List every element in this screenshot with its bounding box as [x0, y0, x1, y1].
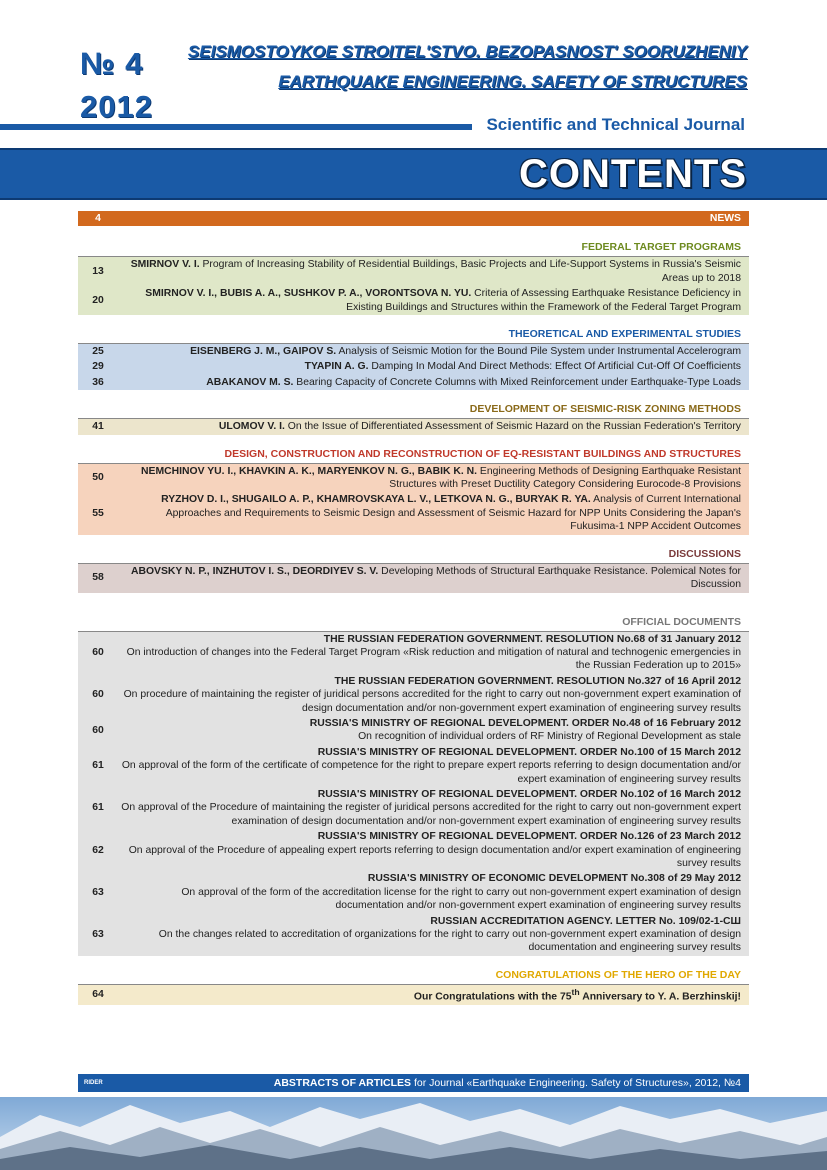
table-of-contents	[78, 211, 749, 1005]
toc-entry[interactable]	[78, 419, 749, 434]
toc-entry[interactable]	[78, 914, 749, 956]
news-row[interactable]	[78, 211, 749, 226]
toc-entry[interactable]	[78, 632, 749, 674]
abstracts-description: for Journal «Earthquake Engineering. Safety of Structures», 2012, №4	[411, 1077, 741, 1089]
page-number: 60	[92, 724, 104, 736]
page-number: 20	[92, 294, 104, 306]
entry-authors: SMIRNOV V. I., BUBIS A. A., SUSHKOV P. A., VORONTSOVA N. YU.	[145, 288, 472, 300]
entry-document: THE RUSSIAN FEDERATION GOVERNMENT. RESOLUTION No.327 of 16 April 2012	[334, 675, 741, 687]
entry-title: On approval of the form of the accreditation license for the right to carry out non-government expert examination of design documentation and/or non-government expert examination of engineering survey results	[181, 886, 741, 912]
toc-entry[interactable]	[78, 375, 749, 390]
entry-text	[118, 286, 749, 315]
page-number: 61	[92, 802, 104, 814]
section-header-zoning: DEVELOPMENT OF SEISMIC-RISK ZONING METHODS	[78, 400, 749, 419]
news-label: NEWS	[709, 213, 741, 224]
entry-title: Criteria of Assessing Earthquake Resistance Deficiency in Existing Buildings and Structures within the Framework of the Federal Target Program	[346, 288, 741, 313]
toc-entry[interactable]	[78, 674, 749, 716]
toc-entry[interactable]	[78, 871, 749, 913]
page-number: 60	[92, 689, 104, 701]
issue-block	[80, 42, 153, 128]
page-number: 60	[92, 646, 104, 658]
entry-title: Engineering Methods of Designing Earthquake Resistant Structures with Preset Ductility Category Considering Eurocode-8 Provisions	[389, 465, 741, 491]
section-header-congrats: CONGRATULATIONS OF THE HERO OF THE DAY	[78, 966, 749, 985]
section-header-design: DESIGN, CONSTRUCTION AND RECONSTRUCTION OF EQ-RESISTANT BUILDINGS AND STRUCTURES	[78, 445, 749, 464]
page-number: 63	[92, 929, 104, 941]
toc-entry[interactable]	[78, 787, 749, 829]
entry-text	[118, 914, 749, 956]
entry-text	[118, 419, 749, 434]
page-number: 36	[92, 376, 104, 388]
entry-title: Bearing Capacity of Concrete Columns with Mixed Reinforcement under Earthquake-Type Loads	[293, 376, 741, 388]
page-number: 4	[95, 213, 101, 224]
entry-title: Analysis of Current International Approaches and Requirements to Seismic Design and Assessment of Seismic Hazard for NPP Units Considering the Japan's Fukusima-1 NPP Accident Outcomes	[165, 494, 741, 533]
entry-text	[118, 787, 749, 829]
entry-title: On approval of the Procedure of maintaining the register of juridical persons accredited for the right to carry out non-government expert examination of design documentation and/or non-government expert examination of engineering survey results	[121, 802, 741, 827]
page-number: 55	[92, 507, 104, 519]
journal-title-en: EARTHQUAKE ENGINEERING. SAFETY OF STRUCTURES	[278, 72, 747, 91]
entry-title: On the Issue of Differentiated Assessment of Seismic Hazard on the Russian Federation's Territory	[284, 421, 741, 433]
entry-authors: ABAKANOV M. S.	[206, 376, 294, 388]
entry-text	[118, 257, 749, 286]
entry-authors: NEMCHINOV YU. I., KHAVKIN A. K., MARYENKOV N. G., BABIK K. N.	[141, 465, 478, 477]
toc-entry[interactable]	[78, 464, 749, 493]
entry-document: RUSSIAN ACCREDITATION AGENCY. LETTER No. 109/02-1-СШ	[430, 915, 741, 927]
entry-title: On approval of the Procedure of appealing expert reports referring to design documentation and/or expert examination of engineering survey results	[128, 844, 741, 869]
toc-entry[interactable]	[78, 359, 749, 374]
toc-entry[interactable]	[78, 745, 749, 787]
section-header-federal: FEDERAL TARGET PROGRAMS	[78, 238, 749, 257]
entry-document: RUSSIA'S MINISTRY OF REGIONAL DEVELOPMENT. ORDER No.126 of 23 March 2012	[317, 831, 741, 843]
entry-text	[118, 464, 749, 493]
entry-title: Damping In Modal And Direct Methods: Effect Of Artificial Cut-Off Of Coefficients	[368, 361, 741, 373]
abstracts-text	[274, 1074, 741, 1092]
entry-text	[118, 745, 749, 787]
entry-document: RUSSIA'S MINISTRY OF REGIONAL DEVELOPMENT. ORDER No.48 of 16 February 2012	[309, 717, 741, 729]
entry-text	[118, 829, 749, 871]
entry-title: Analysis of Seismic Motion for the Bound Pile System under Instrumental Accelerogram	[336, 346, 741, 358]
entry-authors: EISENBERG J. M., GAIPOV S.	[190, 346, 337, 358]
entry-title: On the changes related to accreditation of organizations for the right to carry out non-government expert examination of design documentation and engineering survey results	[158, 929, 741, 954]
section-header-theory: THEORETICAL AND EXPERIMENTAL STUDIES	[78, 325, 749, 344]
entry-title: On approval of the form of the certificate of competence for the right to prepare expert reports referring to design documentation and/or expert examination of engineering survey results	[121, 760, 741, 785]
entry-text	[118, 632, 749, 674]
journal-subtitle: Scientific and Technical Journal	[486, 115, 745, 134]
entry-authors: ULOMOV V. I.	[218, 421, 285, 433]
issue-number: № 4	[80, 46, 144, 81]
section-header-official: OFFICIAL DOCUMENTS	[78, 613, 749, 632]
abstracts-bar[interactable]	[78, 1074, 749, 1092]
toc-entry[interactable]	[78, 716, 749, 745]
page-number: 50	[92, 472, 104, 484]
entry-text	[118, 674, 749, 716]
toc-entry[interactable]	[78, 492, 749, 534]
page-number: 29	[92, 361, 104, 373]
entry-title: On recognition of individual orders of RF Ministry of Regional Development as stale	[358, 731, 741, 743]
contents-banner	[0, 148, 827, 200]
entry-text	[118, 985, 749, 1005]
journal-title-ru: SEISMOSTOYKOE STROITEL'STVO. BEZOPASNOST' SOORUZHENIY	[187, 42, 747, 61]
page-number: 58	[92, 572, 104, 584]
page-number: 13	[92, 266, 104, 278]
entry-text	[118, 492, 749, 534]
entry-title-end: Anniversary to Y. A. Berzhinskij!	[579, 991, 741, 1003]
abstracts-code: RIDER	[84, 1080, 103, 1086]
toc-entry[interactable]	[78, 257, 749, 286]
entry-text	[118, 564, 749, 593]
page-number: 64	[92, 989, 104, 1001]
page-number: 41	[92, 421, 104, 433]
entry-authors: ABOVSKY N. P., INZHUTOV I. S., DEORDIYEV S. V.	[130, 565, 379, 577]
toc-entry[interactable]	[78, 344, 749, 359]
entry-authors: RYZHOV D. I., SHUGAILO A. P., KHAMROVSKAYA L. V., LETKOVA N. G., BURYAK R. YA.	[161, 494, 591, 506]
toc-entry[interactable]	[78, 286, 749, 315]
section-header-discussions: DISCUSSIONS	[78, 545, 749, 564]
entry-title: Program of Increasing Stability of Residential Buildings, Basic Projects and Life-Support Systems in Russia's Seismic Areas up to 2018	[199, 259, 741, 284]
toc-entry[interactable]	[78, 564, 749, 593]
entry-title-start: Our Congratulations with the 75	[413, 991, 572, 1003]
issue-year: 2012	[80, 89, 153, 124]
mountain-photo	[0, 1097, 827, 1170]
page-number: 61	[92, 760, 104, 772]
page-number: 25	[92, 346, 104, 358]
abstracts-label: ABSTRACTS OF ARTICLES	[273, 1077, 412, 1089]
entry-document: RUSSIA'S MINISTRY OF ECONOMIC DEVELOPMENT No.308 of 29 May 2012	[367, 873, 741, 885]
contents-heading: CONTENTS	[519, 152, 747, 196]
entry-title: Developing Methods of Structural Earthquake Resistance. Polemical Notes for Discussion	[378, 565, 741, 591]
toc-entry[interactable]	[78, 985, 749, 1005]
entry-title: On introduction of changes into the Federal Target Program «Risk reduction and mitigation of natural and technogenic emergencies in the Russian Federation up to 2015»	[126, 646, 741, 672]
page-number: 63	[92, 886, 104, 898]
header-rule	[0, 124, 472, 130]
page-number: 62	[92, 844, 104, 856]
entry-title: On procedure of maintaining the register of juridical persons accredited for the right to carry out non-government expert examination of design documentation and/or non-government expert examination of engineering survey results	[123, 689, 741, 714]
entry-authors: SMIRNOV V. I.	[130, 259, 200, 271]
entry-document: THE RUSSIAN FEDERATION GOVERNMENT. RESOLUTION No.68 of 31 January 2012	[323, 633, 741, 645]
entry-text	[118, 375, 749, 390]
toc-entry[interactable]	[78, 829, 749, 871]
entry-text	[118, 716, 749, 745]
entry-document: RUSSIA'S MINISTRY OF REGIONAL DEVELOPMENT. ORDER No.100 of 15 March 2012	[317, 746, 741, 758]
entry-text	[118, 359, 749, 374]
entry-title-sup: th	[571, 986, 580, 997]
entry-text	[118, 344, 749, 359]
entry-document: RUSSIA'S MINISTRY OF REGIONAL DEVELOPMENT. ORDER No.102 of 16 March 2012	[317, 788, 741, 800]
entry-authors: TYAPIN A. G.	[304, 361, 369, 373]
entry-text	[118, 871, 749, 913]
